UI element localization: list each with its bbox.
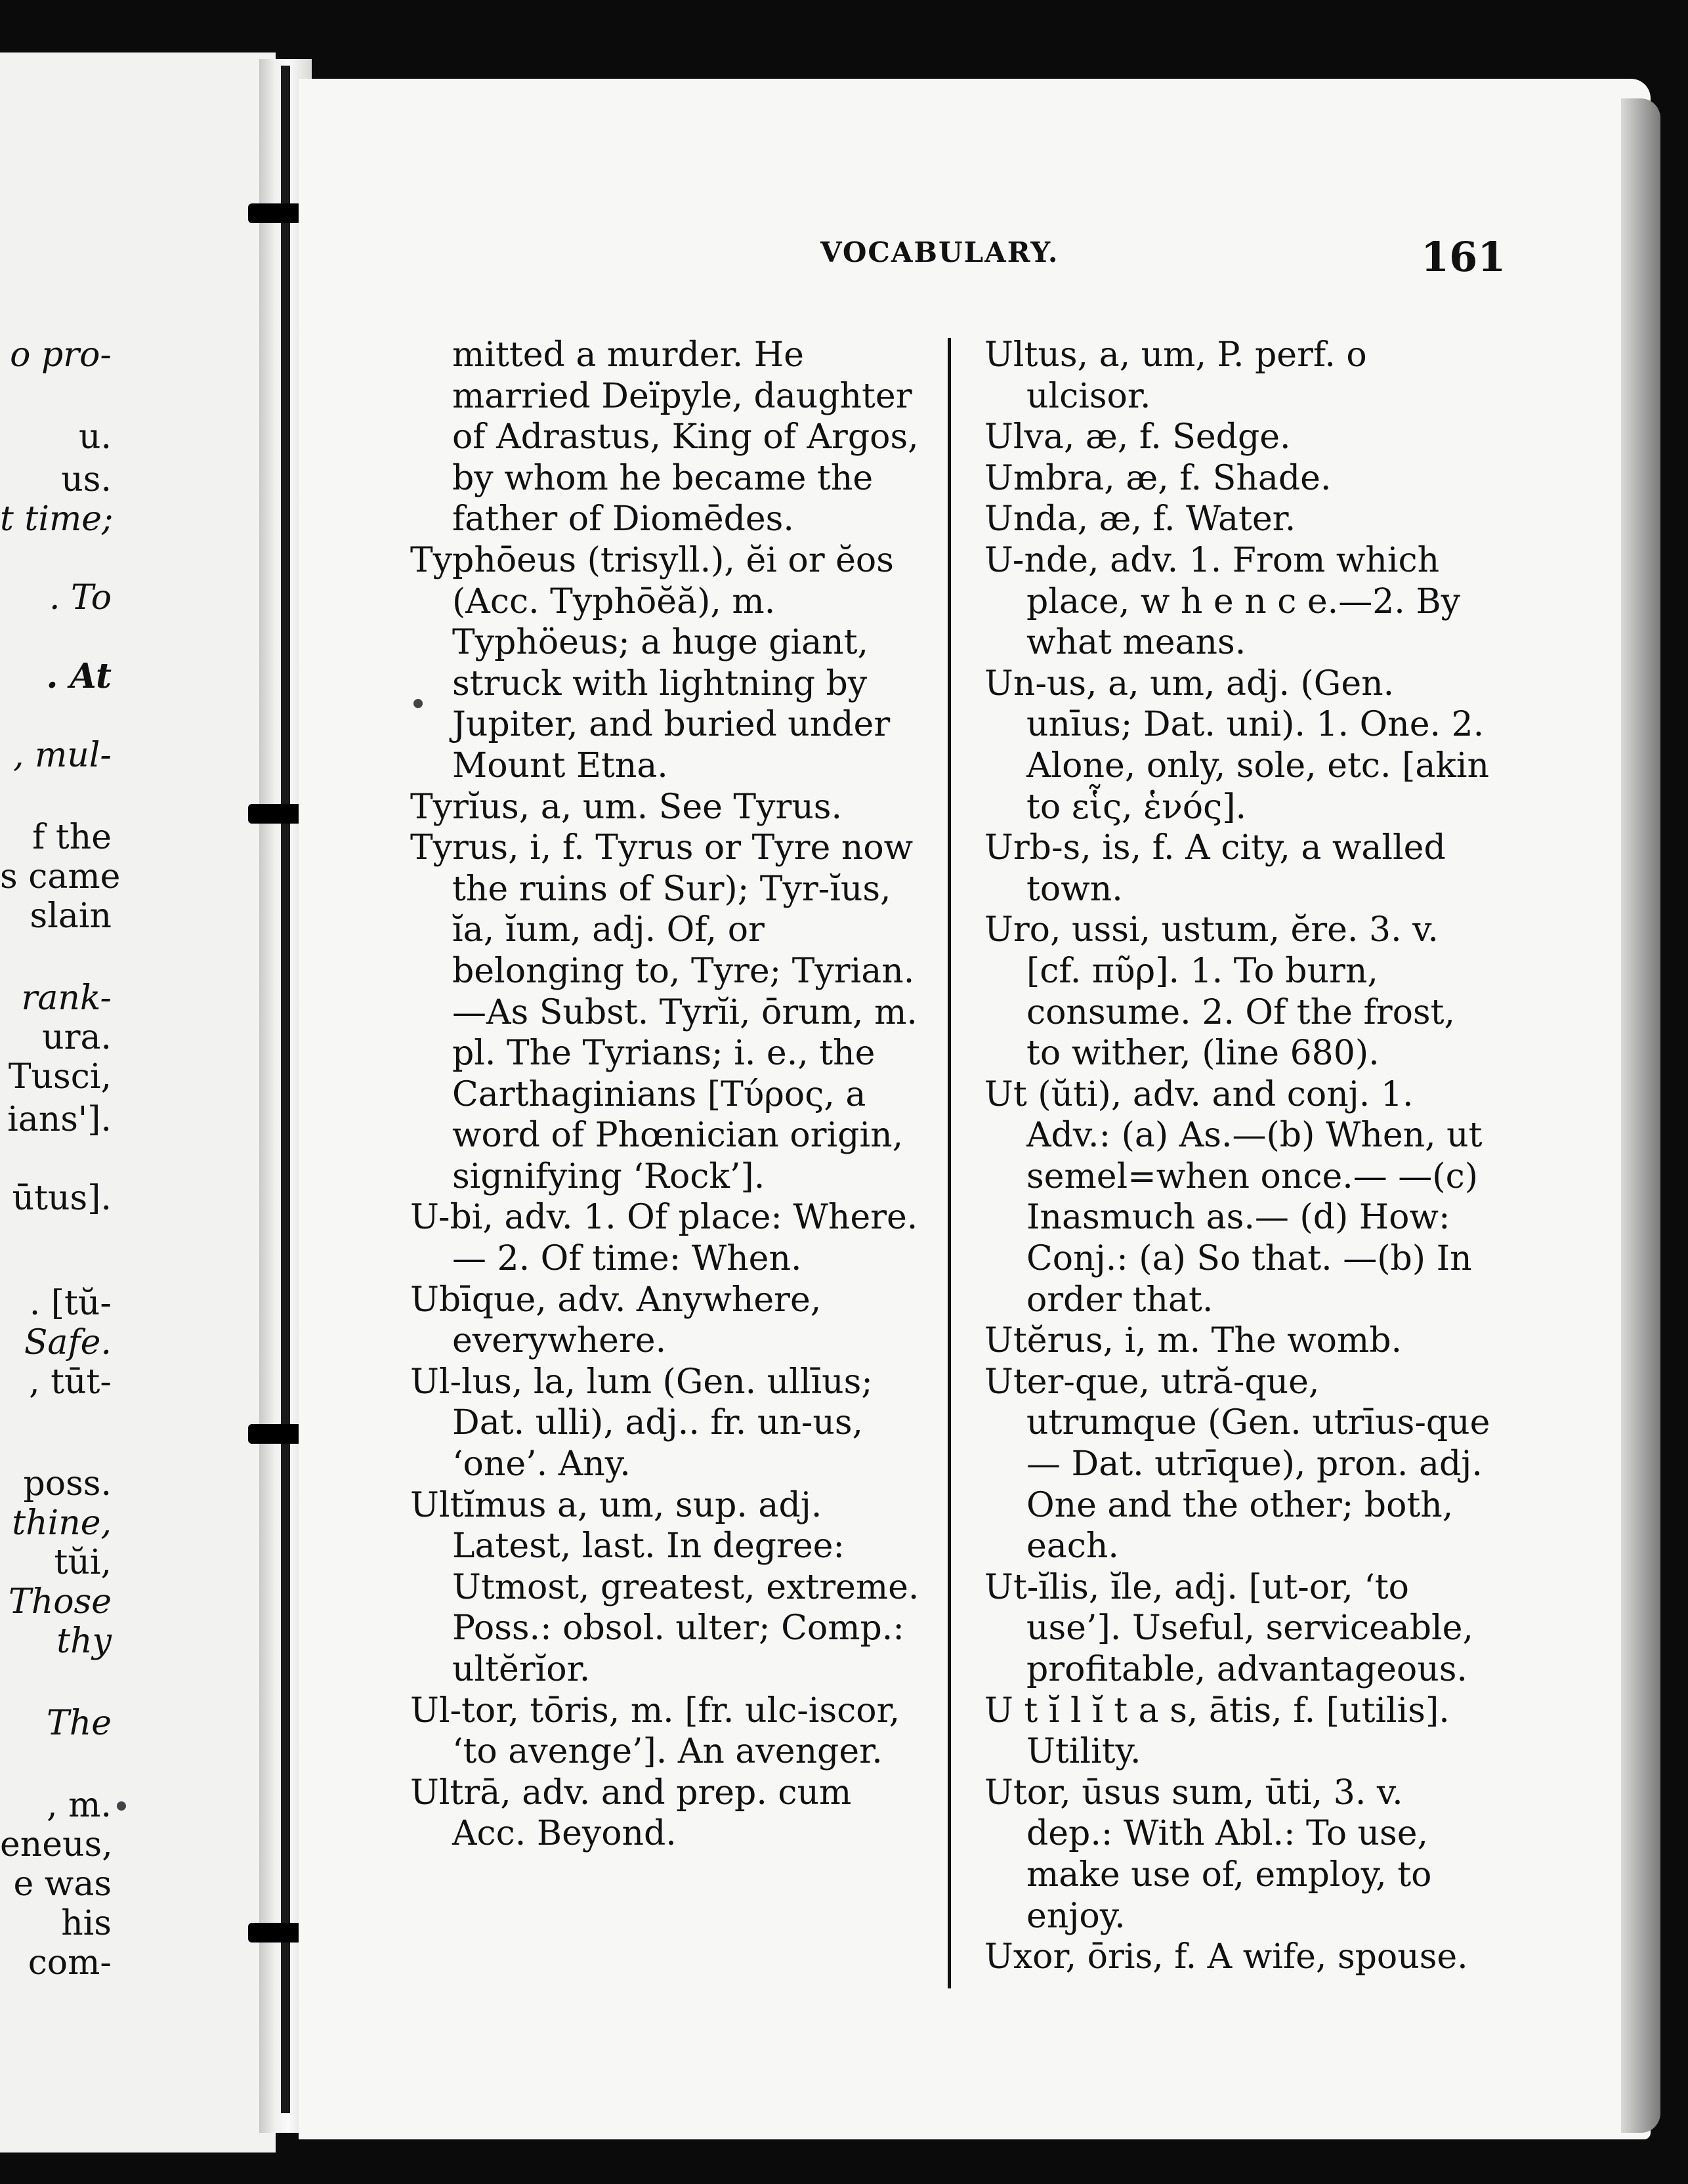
left-fragment: , mul- — [12, 736, 112, 775]
left-fragment: eneus, — [0, 1825, 113, 1864]
dictionary-entry: Uxor, ōris, f. A wife, spouse. — [984, 1937, 1468, 1977]
page-number: 161 — [1421, 233, 1506, 281]
dictionary-entry: U-bi, adv. 1. Of place: Where. — 2. Of time: When. — [410, 1198, 918, 1279]
left-fragment: . At — [46, 656, 112, 696]
left-page — [0, 52, 276, 2152]
binding-line — [281, 66, 290, 2113]
left-fragment: us. — [61, 460, 112, 499]
dictionary-entry: Ut (ŭti), adv. and conj. 1. Adv.: (a) As.—(b) When, ut semel=when once.— —(c) Inasmuch as.— (d) How: Conj.: (a) So that. —(b) In order that. — [984, 1074, 1483, 1320]
left-fragment: com- — [28, 1943, 112, 1983]
dictionary-entry: Uter-que, utră-que, utrumque (Gen. utrīus-que— Dat. utrīque), pron. adj. One and the other; both, each. — [984, 1362, 1490, 1566]
dictionary-entry: Utor, ūsus sum, ūti, 3. v. dep.: With Abl.: To use, make use of, employ, to enjoy. — [984, 1773, 1432, 1936]
dictionary-entry: Urb-s, is, f. A city, a walled town. — [984, 828, 1446, 909]
left-fragment: s came — [0, 857, 121, 896]
left-fragment: ūtus]. — [12, 1179, 112, 1218]
left-fragment: slain — [30, 896, 112, 936]
page-edge — [1621, 98, 1660, 2133]
column-rule — [948, 338, 951, 1988]
ink-speck — [117, 1801, 126, 1811]
dictionary-entry: U t ĭ l ĭ t a s, ātis, f. [utilis]. Utility. — [984, 1690, 1450, 1772]
dictionary-entry: Ulva, æ, f. Sedge. — [984, 417, 1291, 457]
left-fragment: thine, — [12, 1503, 112, 1543]
left-fragment: rank- — [21, 978, 112, 1018]
dictionary-entry: Ultrā, adv. and prep. cum Acc. Beyond. — [410, 1773, 852, 1854]
dictionary-entry: Tyrĭus, a, um. See Tyrus. — [410, 787, 843, 827]
left-fragment: Safe. — [24, 1323, 112, 1362]
dictionary-entry: Unda, æ, f. Water. — [984, 499, 1296, 539]
left-fragment: . To — [49, 578, 112, 618]
left-fragment: ura. — [42, 1018, 112, 1057]
dictionary-entry: Ul-tor, tōris, m. [fr. ulc-iscor, ‘to avenge’]. An avenger. — [410, 1690, 900, 1772]
dictionary-entry: U-nde, adv. 1. From which place, w h e n c e.—2. By what means. — [984, 540, 1460, 663]
left-fragment: o pro- — [10, 335, 112, 375]
left-fragment: e was — [13, 1864, 112, 1904]
left-fragment: , m. — [47, 1786, 112, 1825]
dictionary-entry: Utĕrus, i, m. The womb. — [984, 1321, 1403, 1361]
dictionary-entry: Tyrus, i, f. Tyrus or Tyre now the ruins of Sur); Tyr-ĭus, ĭa, ĭum, adj. Of, or belonging to, Tyre; Tyrian.—As Subst. Tyrĭi, ōrum, m. pl. The Tyrians; i. e., the Carthaginians [Τύρος, a word of Phœnician origin, signifying ‘Rock’]. — [410, 828, 918, 1196]
left-fragment: The — [47, 1704, 112, 1743]
running-header: VOCABULARY. — [820, 236, 1059, 268]
dictionary-entry: Uro, ussi, ustum, ĕre. 3. v. [cf. πῦρ]. 1. To burn, consume. 2. Of the frost, to wither, (line 680). — [984, 910, 1455, 1074]
left-fragment: . [tŭ- — [29, 1284, 112, 1323]
dictionary-entry: Ultus, a, um, P. perf. o ulcisor. — [984, 335, 1367, 416]
left-fragment: ians']. — [7, 1100, 112, 1139]
dictionary-entry: Umbra, æ, f. Shade. — [984, 458, 1332, 498]
left-fragment: , tūt- — [29, 1362, 112, 1402]
left-fragment: Tusci, — [8, 1057, 112, 1097]
dictionary-column-right — [984, 335, 1491, 1978]
dictionary-entry: mitted a murder. He married Deïpyle, daughter of Adrastus, King of Argos, by whom he became the father of Diomēdes. — [452, 335, 919, 539]
left-fragment: t time; — [0, 499, 114, 539]
dictionary-entry: Ul-lus, la, lum (Gen. ullīus; Dat. ulli), adj.. fr. un-us, ‘one’. Any. — [410, 1362, 873, 1484]
left-fragment: poss. — [23, 1464, 112, 1503]
dictionary-entry: Ultĭmus a, um, sup. adj. Latest, last. In degree: Utmost, greatest, extreme. Poss.: obsol. ulter; Comp.: ultĕrĭor. — [410, 1485, 919, 1689]
left-fragment: thy — [56, 1622, 112, 1661]
left-fragment: u. — [78, 417, 112, 457]
dictionary-entry: Typhōeus (trisyll.), ĕi or ĕos (Acc. Typhōĕă), m. Typhöeus; a huge giant, struck with lightning by Jupiter, and buried under Mount Etna. — [410, 540, 894, 786]
left-fragment: tŭi, — [54, 1543, 112, 1582]
dictionary-entry: Un-us, a, um, adj. (Gen. unīus; Dat. uni). 1. One. 2. Alone, only, sole, etc. [akin to εἷς, ἑνός]. — [984, 663, 1489, 827]
dictionary-column-left — [410, 335, 922, 1855]
dictionary-entry: Ubīque, adv. Anywhere, everywhere. — [410, 1280, 822, 1361]
left-fragment: f the — [32, 818, 112, 857]
left-fragment: his — [61, 1904, 112, 1943]
dictionary-entry: Ut-ĭlis, ĭle, adj. [ut-or, ‘to use’]. Useful, serviceable, profitable, advantageous. — [984, 1567, 1473, 1689]
left-fragment: Those — [9, 1582, 112, 1622]
